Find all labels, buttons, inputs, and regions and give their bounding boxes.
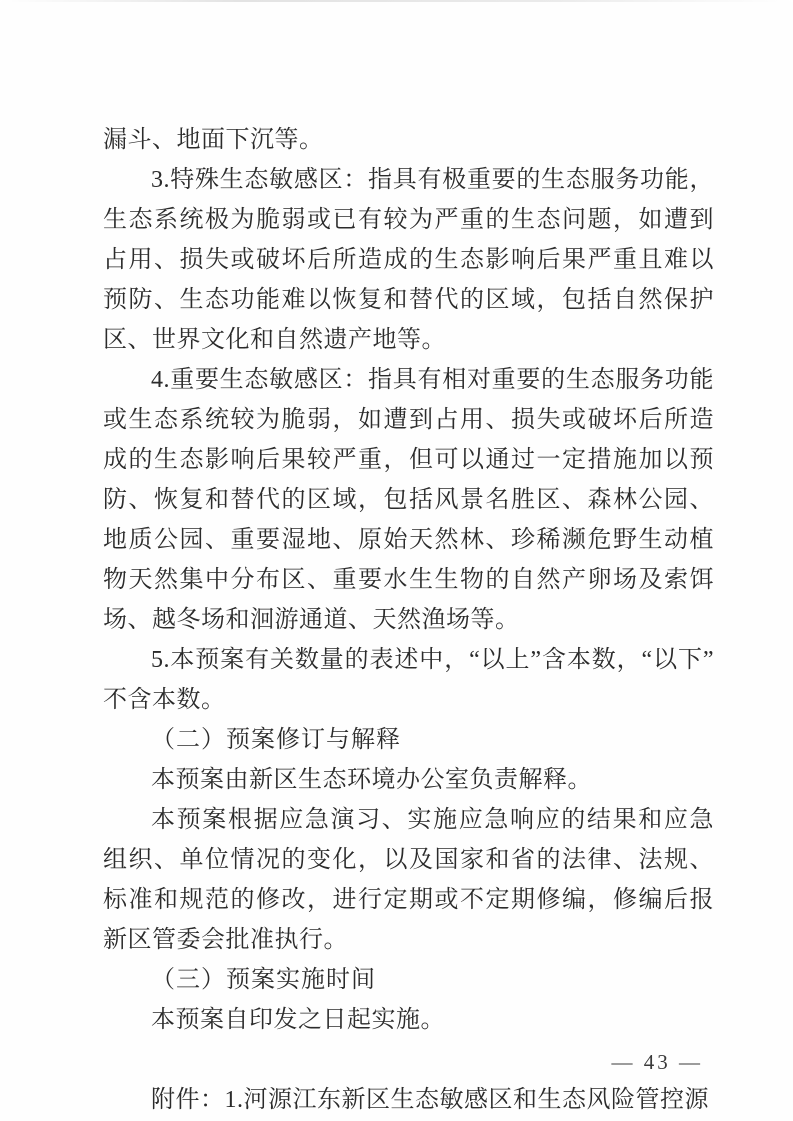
section-heading-implementation-time: （三）预案实施时间 xyxy=(151,967,376,993)
page-number: — 43 — xyxy=(611,1050,703,1074)
paragraph-item-4-important-ecological-sensitive-area: 4.重要生态敏感区：指具有相对重要的生态服务功能或生态系统较为脆弱，如遭到占用、损失或破坏后所造成的生态影响后果较严重，但可以通过一定措施加以预防、恢复和替代的区域，包括风景名胜区、森林公园、地质公园、重要湿地、原始天然林、珍稀濒危野生动植物天然集中分布区、重要水生生物的自然产卵场及索饵场、越冬场和洄游通道、天然渔场等。 xyxy=(103,367,714,633)
paragraph-continuation: 漏斗、地面下沉等。 xyxy=(103,127,324,153)
paragraph-item-3-special-ecological-sensitive-area: 3.特殊生态敏感区：指具有极重要的生态服务功能，生态系统极为脆弱或已有较为严重的生态问题，如遭到占用、损失或破坏后所造成的生态影响后果严重且难以预防、生态功能难以恢复和替代的区域，包括自然保护区、世界文化和自然遗产地等。 xyxy=(103,167,714,353)
paragraph-item-5-quantity-expression: 5.本预案有关数量的表述中，“以上”含本数，“以下”不含本数。 xyxy=(103,647,714,713)
section-heading-revision-interpretation: （二）预案修订与解释 xyxy=(151,727,401,753)
paragraph-implementation-date: 本预案自印发之日起实施。 xyxy=(151,1007,445,1033)
attachment-list-line: 附件：1.河源江东新区生态敏感区和生态风险管控源 xyxy=(151,1087,709,1113)
paragraph-interpretation-responsibility: 本预案由新区生态环境办公室负责解释。 xyxy=(151,767,592,793)
paragraph-revision-conditions: 本预案根据应急演习、实施应急响应的结果和应急组织、单位情况的变化，以及国家和省的法律、法规、标准和规范的修改，进行定期或不定期修编，修编后报新区管委会批准执行。 xyxy=(103,807,714,953)
document-body xyxy=(103,120,714,1120)
scan-edge-line xyxy=(0,0,793,2)
